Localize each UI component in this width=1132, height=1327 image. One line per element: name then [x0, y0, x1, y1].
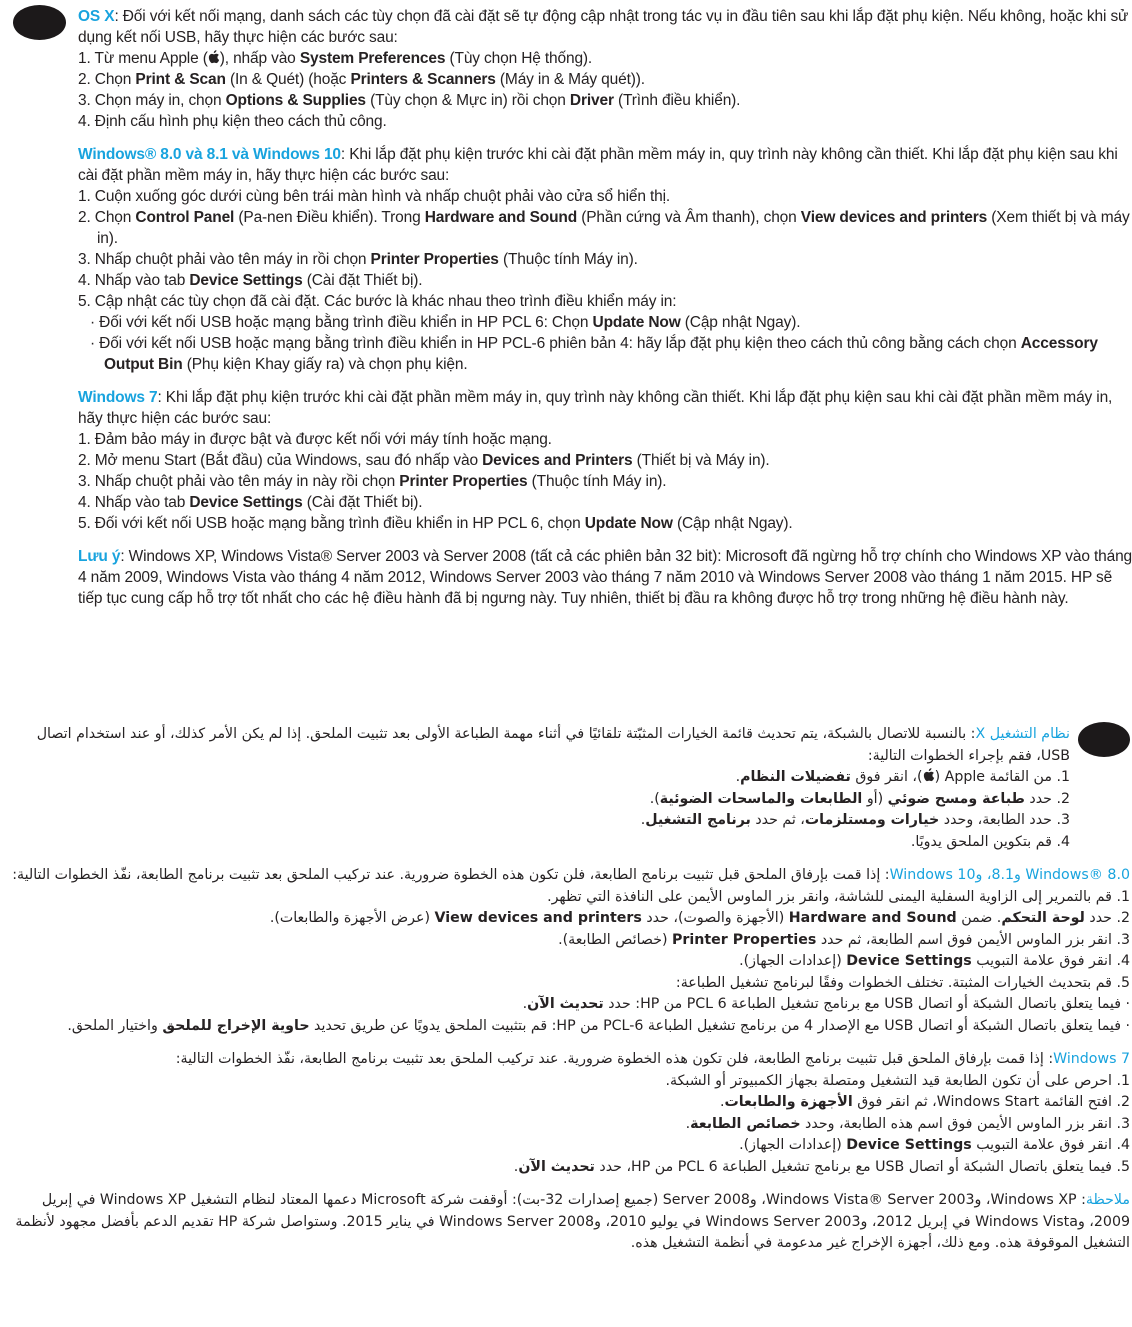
- arabic-instructions-section: [0, 724, 1132, 1255]
- numbered-step: [78, 90, 1132, 111]
- text-run: 4. قم بتكوين الملحق يدويًا.: [910, 833, 1070, 850]
- numbered-step: [2, 1157, 1130, 1179]
- bullet-item: [2, 994, 1130, 1016]
- text-run: (Thiết bị và Máy in).: [632, 452, 770, 469]
- text-run: (Phần cứng và Âm thanh), chọn: [577, 209, 801, 226]
- text-run: Hardware and Sound: [788, 910, 957, 926]
- text-run: (إعدادات الجهاز).: [739, 1137, 847, 1153]
- section-heading-label: نظام التشغيل X: [975, 726, 1070, 742]
- text-run: Options & Supplies: [225, 92, 366, 109]
- text-run: 4. انقر فوق علامة التبويب: [971, 953, 1130, 969]
- text-run: Printer Properties: [399, 473, 528, 490]
- text-run: : Khi lắp đặt phụ kiện trước khi cài đặt phần mềm máy in, quy trình này không cần thiết. Khi lắp đặt phụ kiện sau khi cài đặt phần mềm máy in, hãy thực hiện các bước sau:: [78, 146, 1118, 184]
- text-run: (Tùy chọn & Mực in) rồi chọn: [365, 92, 570, 109]
- paragraph: [78, 144, 1132, 186]
- numbered-step: [2, 1135, 1130, 1157]
- numbered-step: [78, 291, 1132, 312]
- text-run: Hardware and Sound: [424, 209, 578, 226]
- text-run: (خصائص الطابعة).: [558, 931, 673, 948]
- text-run: الطابعات والماسحات الضوئية: [659, 790, 863, 807]
- text-run: : Đối với kết nối mạng, danh sách các tùy chọn đã cài đặt sẽ tự động cập nhật trong tác vụ in đầu tiên sau khi lắp đặt phụ kiện. Nếu không, hoặc khi sử dụng kết nối USB, hãy thực hiện các bước sau:: [78, 8, 1129, 46]
- text-run: (Máy in & Máy quét)).: [495, 71, 645, 88]
- text-run: 1. احرص على أن تكون الطابعة قيد التشغيل ومتصلة بجهاز الكمبيوتر أو الشبكة.: [665, 1072, 1130, 1089]
- text-run: 4. Nhấp vào tab: [78, 272, 190, 289]
- vietnamese-instructions-section: [78, 6, 1132, 609]
- numbered-step: [78, 207, 1132, 249]
- text-run: Accessory Output Bin: [104, 335, 1098, 373]
- numbered-step: [2, 930, 1130, 952]
- text-run: .: [522, 996, 528, 1012]
- text-run: (Cài đặt Thiết bị).: [302, 494, 423, 511]
- section-heading-label: Windows 7: [78, 389, 158, 406]
- text-run: Printer Properties: [672, 931, 817, 948]
- text-run: واختيار الملحق.: [67, 1017, 163, 1034]
- note-block: [78, 546, 1132, 609]
- text-run: View devices and printers: [434, 910, 642, 926]
- text-run: : بالنسبة للاتصال بالشبكة، يتم تحديث قائمة الخيارات المثبّتة تلقائيًا في أثناء مهمة الطباعة الأولى بعد تثبيت الملحق. إذا لم يكن الأمر كذلك، أو عند استخدام اتصال USB، فقم بإجراء الخطوات التالية:: [36, 726, 1070, 764]
- numbered-step: [78, 450, 1132, 471]
- text-run: تحديث الآن: [518, 1158, 595, 1175]
- text-run: (Pa-nen Điều khiển). Trong: [234, 209, 425, 226]
- text-run: (Cài đặt Thiết bị).: [302, 272, 423, 289]
- text-run: .: [685, 1115, 691, 1132]
- text-run: Device Settings: [189, 494, 303, 511]
- text-run: 4. Định cấu hình phụ kiện theo cách thủ công.: [78, 113, 387, 130]
- text-run: Printer Properties: [370, 251, 499, 268]
- text-run: 2. Mở menu Start (Bắt đầu) của Windows, sau đó nhấp vào: [78, 452, 483, 469]
- text-run: · فيما يتعلق باتصال الشبكة أو اتصال USB مع برنامج تشغيل الطباعة PCL 6 من HP: حدد: [603, 996, 1130, 1012]
- text-run: 1. من القائمة Apple (: [934, 769, 1070, 785]
- text-run: (Thuộc tính Máy in).: [527, 473, 667, 490]
- text-run: Device Settings: [846, 1137, 972, 1153]
- numbered-step: [78, 186, 1132, 207]
- text-run: 3. انقر بزر الماوس الأيمن فوق اسم الطابعة، ثم حدد: [816, 931, 1130, 948]
- text-run: Update Now: [584, 515, 673, 532]
- text-run: Control Panel: [135, 209, 235, 226]
- numbered-step: [2, 951, 1130, 973]
- text-run: · Đối với kết nối USB hoặc mạng bằng trình điều khiển in HP PCL 6: Chọn: [90, 314, 593, 331]
- text-run: خيارات ومستلزمات: [804, 812, 940, 828]
- paragraph: [2, 724, 1070, 767]
- text-run: ).: [649, 790, 660, 807]
- text-run: .: [735, 769, 741, 785]
- text-run: Print & Scan: [135, 71, 226, 88]
- text-run: 5. Đối với kết nối USB hoặc mạng bằng trình điều khiển in HP PCL 6, chọn: [78, 515, 585, 532]
- windows-7-block: [78, 387, 1132, 534]
- numbered-step: [78, 270, 1132, 291]
- section-heading-label: ملاحظة: [1085, 1192, 1130, 1208]
- text-run: 3. Nhấp chuột phải vào tên máy in này rồi chọn: [78, 473, 400, 490]
- text-run: : إذا قمت بإرفاق الملحق قبل تثبيت برنامج الطابعة، فلن تكون هذه الخطوة ضرورية. عند تركيب الملحق بعد تثبيت برنامج الطابعة، نفّذ الخطوات التالية:: [12, 867, 890, 883]
- numbered-step: [78, 69, 1132, 90]
- text-run: (Phụ kiện Khay giấy ra) và chọn phụ kiện.: [182, 356, 468, 373]
- text-run: System Preferences: [299, 50, 446, 67]
- text-run: (Trình điều khiển).: [613, 92, 741, 109]
- numbered-step: [2, 1114, 1130, 1136]
- text-run: 2. افتح القائمة Windows Start، ثم انقر فوق: [852, 1094, 1130, 1110]
- bullet-item: [90, 312, 1132, 333]
- numbered-step: [2, 1092, 1130, 1114]
- text-run: 1. Đảm bảo máy in được bật và được kết nối với máy tính hoặc mạng.: [78, 431, 552, 448]
- text-run: 1. Từ menu Apple (: [78, 50, 208, 67]
- paragraph: [2, 1049, 1130, 1071]
- windows-7-block: [2, 1049, 1130, 1178]
- text-run: · فيما يتعلق باتصال الشبكة أو اتصال USB مع الإصدار 4 من برنامج تشغيل الطباعة PCL-6 من HP: قم بتثبيت الملحق يدويًا عن طريق تحديد: [309, 1017, 1130, 1034]
- bullet-item: [2, 1016, 1130, 1038]
- apple-logo-icon: [208, 50, 220, 64]
- text-run: لوحة التحكم: [1001, 910, 1085, 926]
- text-run: 4. Nhấp vào tab: [78, 494, 190, 511]
- numbered-step: [2, 767, 1070, 789]
- osx-block: [2, 724, 1070, 853]
- paragraph: [2, 1190, 1130, 1255]
- windows-8-10-block: [2, 865, 1130, 1037]
- windows-8-10-block: [78, 144, 1132, 375]
- numbered-step: [78, 429, 1132, 450]
- numbered-step: [2, 810, 1070, 832]
- text-run: 5. قم بتحديث الخيارات المثبتة. تختلف الخطوات وفقًا لبرنامج تشغيل الطباعة:: [675, 974, 1130, 991]
- text-run: (Tùy chọn Hệ thống).: [445, 50, 593, 67]
- text-run: )، انقر فوق: [850, 769, 923, 785]
- text-run: برنامج التشغيل: [645, 812, 751, 828]
- numbered-step: [2, 1071, 1130, 1093]
- text-run: : Windows XP, Windows Vista® Server 2003 và Server 2008 (tất cả các phiên bản 32 bit): Microsoft đã ngừng hỗ trợ chính cho Windows XP vào tháng 4 năm 2009, Windows Vista vào tháng 4 năm 2012, Windows Server 2003 vào tháng 7 năm 2010 và Windows Server 2008 vào tháng 1 năm 2015. HP sẽ tiếp tục cung cấp hỗ trợ tốt nhất cho các hệ điều hành đã bị ngưng này. Tuy nhiên, thiết bị đầu ra không được hỗ trợ trong những hệ điều hành này.: [78, 548, 1132, 607]
- text-run: Update Now: [592, 314, 681, 331]
- text-run: ), nhấp vào: [219, 50, 300, 67]
- text-run: Devices and Printers: [482, 452, 633, 469]
- section-heading-label: Windows 7: [1053, 1051, 1130, 1067]
- text-run: 3. Chọn máy in, chọn: [78, 92, 226, 109]
- text-run: . ضمن: [956, 910, 1002, 926]
- apple-logo-icon: [923, 768, 935, 782]
- text-run: 5. فيما يتعلق باتصال الشبكة أو اتصال USB مع برنامج تشغيل الطباعة PCL 6 من HP، حدد: [594, 1158, 1130, 1175]
- section-heading-label: Lưu ý: [78, 548, 121, 565]
- text-run: (أو: [862, 790, 888, 807]
- text-run: (إعدادات الجهاز).: [739, 953, 847, 969]
- text-run: .: [640, 812, 646, 828]
- numbered-step: [78, 513, 1132, 534]
- text-run: Driver: [569, 92, 614, 109]
- text-run: Printers & Scanners: [350, 71, 496, 88]
- numbered-step: [78, 492, 1132, 513]
- text-run: Device Settings: [189, 272, 303, 289]
- section-heading-label: Windows® 8.0 và 8.1 và Windows 10: [78, 146, 341, 163]
- text-run: الأجهزة والطابعات: [724, 1094, 853, 1110]
- numbered-step: [2, 832, 1070, 854]
- numbered-step: [78, 48, 1132, 69]
- numbered-step: [2, 887, 1130, 909]
- text-run: View devices and printers: [800, 209, 988, 226]
- text-run: : إذا قمت بإرفاق الملحق قبل تثبيت برنامج الطابعة، فلن تكون هذه الخطوة ضرورية. عند تركيب الملحق بعد تثبيت برنامج الطابعة، نفّذ الخطوات التالية:: [175, 1051, 1054, 1067]
- text-run: 4. انقر فوق علامة التبويب: [971, 1137, 1130, 1153]
- text-run: .: [513, 1158, 519, 1175]
- text-run: تفضيلات النظام: [740, 769, 851, 785]
- text-run: 2. حدد: [1084, 910, 1130, 926]
- numbered-step: [78, 249, 1132, 270]
- text-run: (In & Quét) (hoặc: [225, 71, 351, 88]
- text-run: 2. حدد: [1024, 790, 1070, 807]
- section-heading-label: Windows® 8.0 و8.1، وWindows 10: [889, 867, 1130, 883]
- numbered-step: [78, 111, 1132, 132]
- paragraph: [78, 546, 1132, 609]
- text-run: خصائص الطابعة: [690, 1115, 801, 1132]
- text-run: : Khi lắp đặt phụ kiện trước khi cài đặt phần mềm máy in, quy trình này không cần thiết. Khi lắp đặt phụ kiện sau khi cài đặt phần mềm máy in, hãy thực hiện các bước sau:: [78, 389, 1113, 427]
- text-run: (Cập nhật Ngay).: [680, 314, 801, 331]
- text-run: · Đối với kết nối USB hoặc mạng bằng trình điều khiển in HP PCL-6 phiên bản 4: hãy lắp đặt phụ kiện theo cách thủ công bằng cách chọn: [90, 335, 1021, 352]
- paragraph: [78, 387, 1132, 429]
- text-run: 5. Cập nhật các tùy chọn đã cài đặt. Các bước là khác nhau theo trình điều khiển máy in:: [78, 293, 677, 310]
- text-run: حاوية الإخراج للملحق: [162, 1017, 310, 1034]
- paragraph: [78, 6, 1132, 48]
- numbered-step: [2, 908, 1130, 930]
- text-run: (Cập nhật Ngay).: [672, 515, 793, 532]
- numbered-step: [2, 789, 1070, 811]
- osx-block: [78, 6, 1132, 132]
- text-run: Device Settings: [846, 953, 972, 969]
- text-run: (Thuộc tính Máy in).: [498, 251, 638, 268]
- text-run: طباعة ومسح ضوئي: [887, 790, 1025, 807]
- text-run: (الأجهزة والصوت)، حدد: [641, 910, 789, 926]
- text-run: 2. Chọn: [78, 71, 136, 88]
- text-run: (Xem thiết bị và máy in).: [97, 209, 1130, 247]
- paragraph: [2, 865, 1130, 887]
- text-run: 3. انقر بزر الماوس الأيمن فوق اسم هذه الطابعة، وحدد: [800, 1115, 1130, 1132]
- text-run: : Windows XP، وWindows Vista® Server 2003، وServer 2008 (جميع إصدارات 32-بت): أوقفت شركة Microsoft دعمها المعتاد لنظام التشغيل Windows XP في إبريل 2009، وWindows Vista في إبريل 2012، وWindows Server 2003 في يوليو 2010، وWindows Server 2008 في يناير 2015. وستواصل شركة HP تقديم الدعم بأفضل مجهود لأنظمة التشغيل الموقوفة هذه. ومع ذلك، أجهزة الإخراج غير مدعومة في أنظمة التشغيل هذه.: [15, 1192, 1130, 1251]
- text-run: (عرض الأجهزة والطابعات).: [269, 910, 435, 926]
- text-run: ، ثم حدد: [750, 812, 805, 828]
- note-block: [2, 1190, 1130, 1255]
- text-run: 1. قم بالتمرير إلى الزاوية السفلية اليمنى للشاشة، وانقر بزر الماوس الأيمن على النافذة التي تظهر.: [547, 888, 1130, 905]
- text-run: 3. Nhấp chuột phải vào tên máy in rồi chọn: [78, 251, 371, 268]
- text-run: 2. Chọn: [78, 209, 136, 226]
- text-run: تحديث الآن: [527, 996, 604, 1012]
- step-marker-oval-icon: [13, 5, 66, 40]
- text-run: .: [719, 1094, 725, 1110]
- numbered-step: [78, 471, 1132, 492]
- bullet-item: [90, 333, 1132, 375]
- numbered-step: [2, 973, 1130, 995]
- section-heading-label: OS X: [78, 8, 115, 25]
- text-run: 1. Cuộn xuống góc dưới cùng bên trái màn hình và nhấp chuột phải vào cửa sổ hiển thị.: [78, 188, 671, 205]
- text-run: 3. حدد الطابعة، وحدد: [939, 812, 1070, 828]
